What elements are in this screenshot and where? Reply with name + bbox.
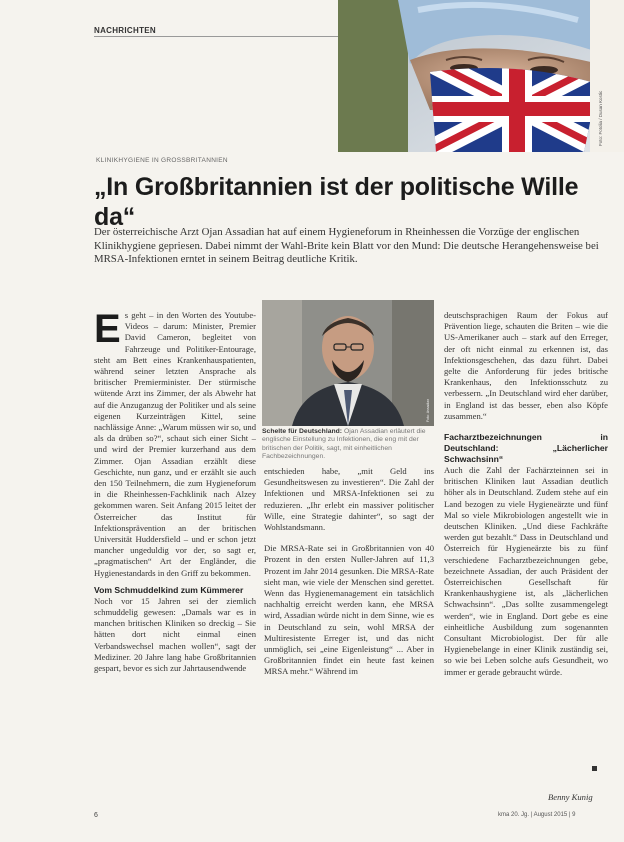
page-number: 6 — [94, 812, 98, 819]
caption-text: Ojan Assadian erläutert die englische Einstellung zu Infektionen, die eng mit der britischen der Politik, sagt, mit einheitlichen Fachbezeichnungen. — [262, 428, 426, 461]
end-mark — [592, 766, 597, 771]
author-byline: Benny Kunig — [548, 792, 593, 802]
article-column-2 — [264, 466, 434, 822]
column-2-paragraph-1: entschieden habe, „mit Geld ins Gesundheitswesen zu investieren“. Die Zahl der Infektionen und MRSA-Infektionen sei zu reduzieren. „Ihr erlebt ein massiver politischer Wille, eine Strategie dahinter“, so sagt der Wohlstandsmann. — [264, 466, 434, 533]
kicker: KLINIKHYGIENE IN GROSSBRITANNIEN — [96, 157, 228, 164]
page-footer: kma 20. Jg. | August 2015 | 9 — [498, 812, 576, 818]
column-2-paragraph-2: Die MRSA-Rate sei in Großbritannien von 40 Prozent in den ersten Nuller-Jahren auf 11,3 Prozent im Jahr 2014 gesunken. Die MRSA-Rate sieht man, wie viele der Menschen sind gerettet. Wenn das Hygienemanagement ein tatsächlich nachhaltig erreicht werden kann, ehe MRSA wird, Assadian würde nicht in dem Sinne, wie es in Deutschland zu sein, wohl MRSA der Multiresistente Erreger ist, und das nicht unmöglich, sei „eine Eigenleistung“ ... Aber in Großbritannien findet ein heute fast keinen MRSA mehr.“ Während im — [264, 543, 434, 677]
subheading-schmuddelkind: Vom Schmuddelkind zum Kümmerer — [94, 584, 244, 595]
drop-cap: E — [94, 310, 121, 351]
section-rule — [94, 36, 338, 37]
article-column-1 — [94, 310, 256, 822]
headline: „In Großbritannien ist der politische Wille da“ — [94, 173, 579, 231]
column-1-paragraph-1: s geht – in den Worten des Youtube-Videos – darum: Minister, Premier David Cameron, begleitet von Fahrzeuge und Politiker-Entourage, steht am Bett eines Krankenhauspatienten, während seiner letzten Ansprache als britischer Premierminister. Der stürmische wütende Arzt ins Zimmer, der als Abwehr hat auf die Anzuganzug der Politiker und als seine eigenen Kurzeinträgen Kittel, seine nachlässige Anne: „Warum müssen wir so, und als da drüben so?“, schaut sich einer Sicht – und wird der Premier kurzerhand aus dem Zimmer. Ojan Assadian erzählt diese Geschichte, nun ganz, und er erzählt sie auch den 150 Teilnehmern, die zum Hygieneforum in die Rheinhessen-Fachklinik nach Alzey gekommen waren. Seit Anfang 2015 leitet der Österreicher das Institut für Infektionsprävention an der britischen Universität Huddersfield – und er schon jetzt mancher ungeduldig vor der, so sagt er, „pragmatischen“ Art der Engländer, die Hygienestandards in den Griff zu bekommen. — [94, 310, 256, 578]
lead-paragraph: Der österreichische Arzt Ojan Assadian hat auf einem Hygieneforum in Rheinhessen die Vorzüge der englischen Klinikhygiene gepriesen. Dabei nimmt der Wahl-Brite kein Blatt vor den Mund: Die deutsche Herangehensweise bei MRSA-Infektionen erntet in seinem Beitrag deutliche Kritik. — [94, 226, 599, 266]
hero-photo-credit: Foto: Fotolia / Dusan Kostic — [598, 90, 603, 146]
article-column-3 — [444, 310, 608, 780]
section-label: NACHRICHTEN — [94, 26, 156, 35]
portrait-photo — [262, 300, 434, 426]
subheading-facharzt: Facharztbezeichnungen in Deutschland: „Lächerlicher Schwachsinn“ — [444, 432, 608, 465]
portrait-illustration — [262, 300, 434, 426]
photo-caption — [262, 428, 434, 462]
column-3-paragraph-2: Auch die Zahl der Fachärzteinnen sei in britischen Kliniken laut Assadian deutlich höher als in Deutschland. Zudem stehe auf ein Land bezogen zu viele Hygieneärzte und fünf Mal so viele Mikrobiologen angestellt wie in deutschen Kliniken. „Und diese Fachkräfte werden gut bezahlt.“ Dass in Deutschland und Österreich für Hygieneärzte bis zu fünf verschiedene Facharztbezeichnungen gebe, bezeichnete Assadian, der auch Präsident der Österreichischen Gesellschaft für Krankenhaushygiene ist, als „lächerlichen Schwachsinn“. „Das sollte zusammengelegt werden“, wie in England. Dort gebe es eine einheitliche Ausbildung zum sogenannten Consultant Microbiologist. Der für alle Hygienebelange in einer Klinik zuständig sei, so wie bei Leben solche aufs Gesundheit, wo immer er gerade gebraucht würde. — [444, 465, 608, 677]
portrait-photo-credit: Foto: Assadian — [426, 398, 430, 422]
hero-image — [338, 0, 624, 152]
caption-title: Schelte für Deutschland: — [262, 428, 343, 435]
surgeon-union-jack-mask-illustration — [338, 0, 624, 152]
column-1-paragraph-2: Noch vor 15 Jahren sei der ziemlich schmuddelig gewesen: „Damals war es in manchen britischen Kliniken so dreckig – Sie hätten dort nicht einmal einen Verbandswechsel machen wollen“, sagt der Mediziner. 20 Jahre lang habe Großbritannien gespart, bevor es sich zur Jahrtausendwende — [94, 595, 256, 674]
column-3-paragraph-1: deutschsprachigen Raum der Fokus auf Prävention liege, schauten die Briten – wie die US-Amerikaner auch – stark auf den Erreger, der oft nicht einmal zu erkennen ist, das Infektionsgeschehen, das dazu führt. Dabei gelte die Anforderung für jedes britische Krankenhaus, den Infektionsschutz zu verbessern. „In Deutschland wird eher darüber, in England ist das besser, eben also Köpfe zusammen.“ — [444, 310, 608, 421]
